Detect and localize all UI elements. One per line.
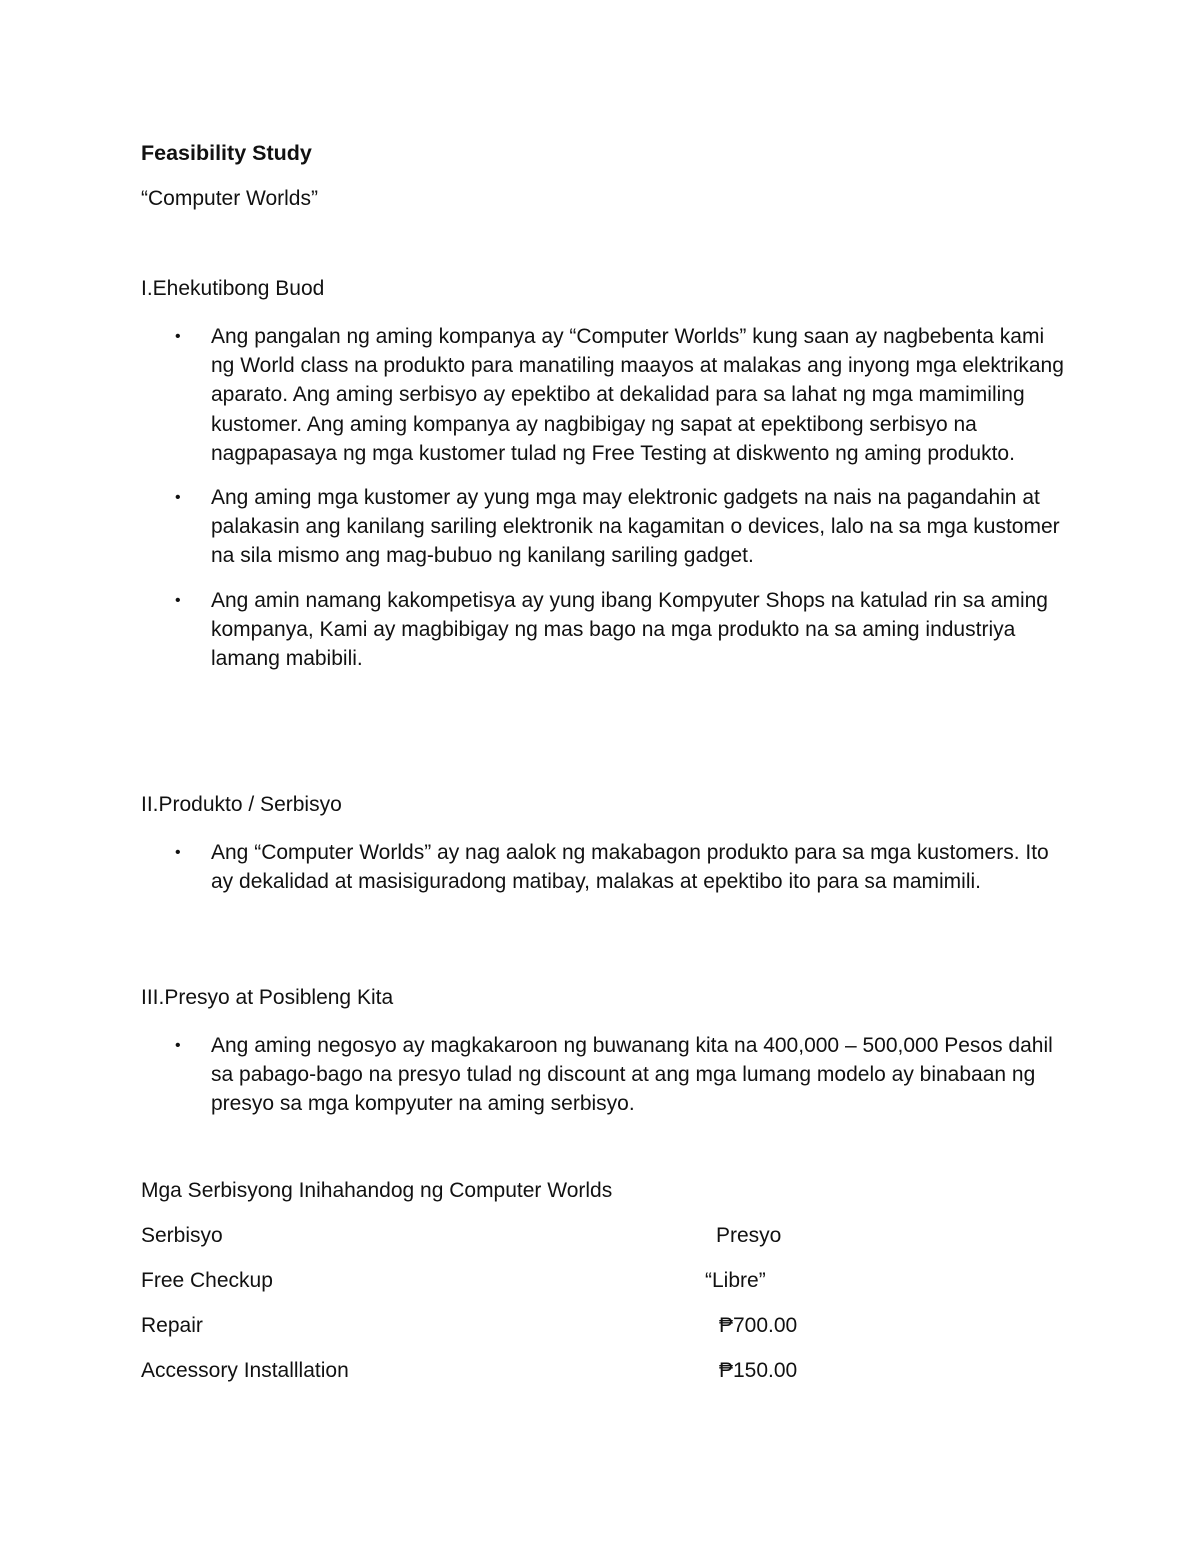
section-bullets-ehekutibong-buod [141, 322, 1071, 688]
service-price: ₱700.00 [719, 1314, 798, 1337]
bullet-icon: • [175, 328, 181, 345]
services-header-row [141, 1224, 841, 1269]
list-item-text: Ang aming mga kustomer ay yung mga may elektronic gadgets na nais na pagandahin at palakasin ang kanilang sariling elektronik na kagamitan o devices, lalo na sa mga kustomer na sila mismo ang mag-bubuo ng kanilang sariling gadget. [211, 486, 1060, 568]
list-item [141, 586, 1071, 674]
service-name: Repair [141, 1314, 203, 1337]
list-item-text: Ang aming negosyo ay magkakaroon ng buwanang kita na 400,000 – 500,000 Pesos dahil sa pabago-bago na presyo tulad ng discount at ang mga lumang modelo ay binabaan ng presyo sa mga kompyuter na aming serbisyo. [211, 1034, 1053, 1116]
bullet-icon: • [175, 489, 181, 507]
bullet-icon: • [175, 1037, 181, 1054]
section-bullets-produkto-serbisyo [141, 838, 1071, 911]
service-price: “Libre” [705, 1269, 766, 1292]
list-item-text: Ang amin namang kakompetisya ay yung ibang Kompyuter Shops na katulad rin sa aming kompanya, Kami ay magbibigay ng mas bago na mga produkto na sa aming industriya lamang mabibili. [211, 588, 1048, 671]
document-subtitle: “Computer Worlds” [141, 187, 318, 210]
list-item [141, 838, 1071, 896]
services-header-service: Serbisyo [141, 1224, 223, 1247]
section-bullets-presyo-kita [141, 1031, 1071, 1134]
list-item [141, 483, 1071, 571]
list-item-text: Ang pangalan ng aming kompanya ay “Computer Worlds” kung saan ay nagbebenta kami ng World class na produkto para manatiling maayos at malakas ang inyong mga elektrikang aparato. Ang aming serbisyo ay epektibo at dekalidad para sa lahat ng mga mamimiling kustomer. Ang aming kompanya ay nagbibigay ng sapat at epektibong serbisyo na nagpapasaya ng mga kustomer tulad ng Free Testing at diskwento ng aming produkto. [211, 325, 1064, 465]
list-item [141, 322, 1071, 468]
section-heading-presyo-kita: III.Presyo at Posibleng Kita [141, 986, 394, 1009]
bullet-icon: • [175, 844, 181, 861]
section-heading-produkto-serbisyo: II.Produkto / Serbisyo [141, 793, 342, 816]
services-header-price: Presyo [716, 1224, 782, 1247]
table-row [141, 1359, 841, 1404]
service-name: Free Checkup [141, 1269, 273, 1292]
service-price: ₱150.00 [719, 1359, 798, 1382]
services-title: Mga Serbisyong Inihahandog ng Computer Worlds [141, 1179, 613, 1202]
bullet-icon: • [175, 591, 181, 609]
list-item-text: Ang “Computer Worlds” ay nag aalok ng makabagon produkto para sa mga kustomers. Ito ay dekalidad at masisiguradong matibay, malakas at epektibo ito para sa mamimili. [211, 841, 1049, 894]
document-title: Feasibility Study [141, 141, 312, 165]
section-heading-ehekutibong-buod: I.Ehekutibong Buod [141, 277, 325, 300]
list-item [141, 1031, 1071, 1119]
service-name: Accessory Installlation [141, 1359, 349, 1382]
services-table [141, 1224, 841, 1404]
table-row [141, 1269, 841, 1314]
table-row [141, 1314, 841, 1359]
